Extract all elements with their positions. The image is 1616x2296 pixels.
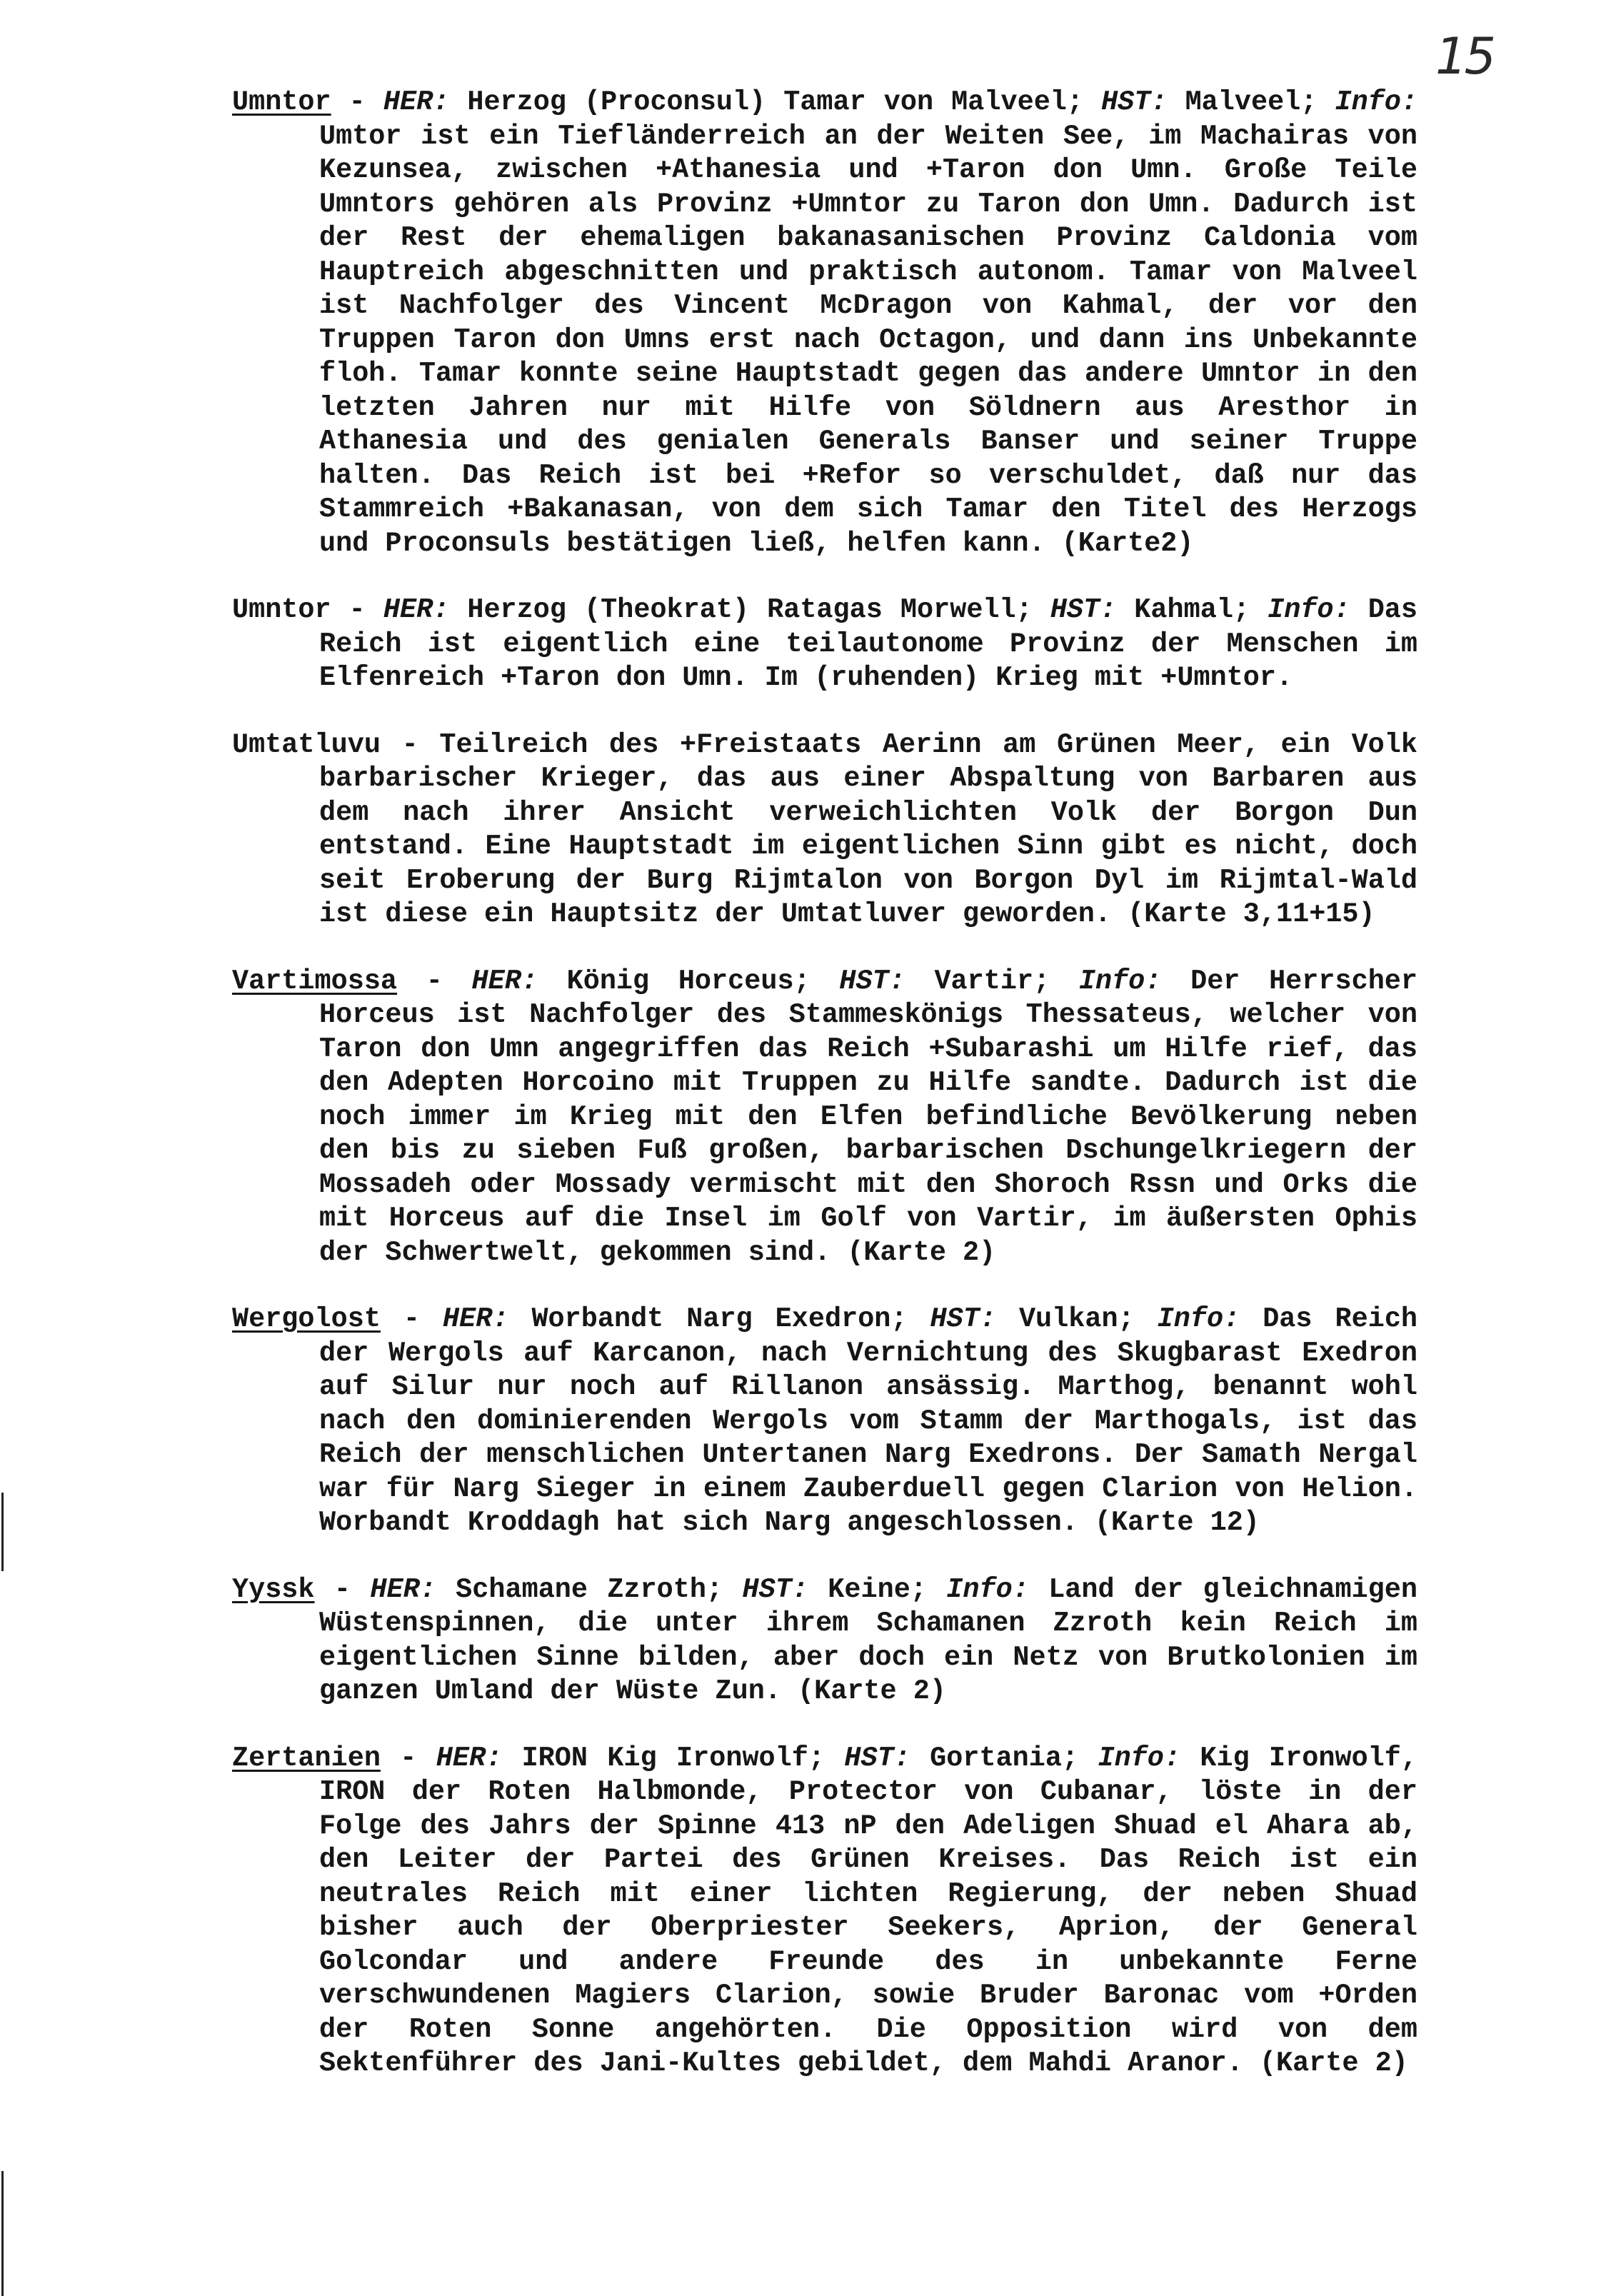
her-text: IRON Kig Ironwolf; <box>521 1742 825 1774</box>
info-text: Umtor ist ein Tiefländerreich an der Weiten See, im Machairas von Kezunsea, zwischen +Athanesia und +Taron don Umn. Große Teile Umntors gehören als Provinz +Umntor zu Taron don Umn. Dadurch ist der Rest der ehemaligen bakanasanischen Provinz Caldonia vom Hauptreich abgeschnitten und praktisch autonom. Tamar von Malveel ist Nachfolger des Vincent McDragon von Kahmal, der vor den Truppen Taron don Umns erst nach Octagon, und dann ins Unbekannte floh. Tamar konnte seine Hauptstadt gegen das andere Umntor in den letzten Jahren nur mit Hilfe von Söldnern aus Aresthor in Athanesia und des genialen Generals Banser und seiner Truppe halten. Das Reich ist bei +Refor so verschuldet, daß nur das Stammreich +Bakanasan, von dem sich Tamar den Titel des Herzogs und Proconsuls bestätigen ließ, helfen kann. (Karte2) <box>319 120 1417 559</box>
entry-umtatluvu: Umtatluvu - Teilreich des +Freistaats Aerinn am Grünen Meer, ein Volk barbarischer Krieger, das aus einer Abspaltung von Barbaren aus dem nach ihrer Ansicht verweichlichten Volk der Borgon Dun entstand. Eine Hauptstadt im eigentlichen Sinn gibt es nicht, doch seit Eroberung der Burg Rijmtalon von Borgon Dyl im Rijmtal-Wald ist diese ein Hauptsitz der Umtatluver geworden. (Karte 3,11+15) <box>232 728 1417 930</box>
entry-wergolost: Wergolost - HER: Worbandt Narg Exedron; HST: Vulkan; Info: Das Reich der Wergols auf Karcanon, nach Vernichtung des Skugbarast Exedron auf Silur nur noch auf Rillanon ansässig. Marthog, benannt wohl nach den dominierenden Wergols vom Stamm der Marthogals, ist das Reich der menschlichen Untertanen Narg Exedrons. Der Samath Nergal war für Narg Sieger in einem Zauberduell gegen Clarion von Helion. Worbandt Kroddagh hat sich Narg angeschlossen. (Karte 12) <box>232 1303 1418 1538</box>
hst-text: Vulkan; <box>1018 1303 1135 1335</box>
hst-text: Keine; <box>828 1573 927 1605</box>
entry-yyssk: Yyssk - HER: Schamane Zzroth; HST: Keine; Info: Land der gleichnamigen Wüstenspinnen, die unter ihrem Schamanen Zzroth kein Reich im eigentlichen Sinne bilden, aber doch ein Netz von Brutkolonien im ganzen Umland der Wüste Zun. (Karte 2) <box>232 1573 1417 1707</box>
her-text: Herzog (Proconsul) Tamar von Malveel; <box>467 86 1084 118</box>
info-text: Der Herrscher Horceus ist Nachfolger des Stammeskönigs Thessateus, welcher von Taron don Umn angegriffen das Reich +Subarashi um Hilfe rief, das den Adepten Horcoino mit Truppen zu Hilfe sandte. Dadurch ist die noch immer im Krieg mit den Elfen befindliche Bevölkerung neben den bis zu sieben Fuß großen, barbarischen Dschungelkriegern der Mossadeh oder Mossady vermischt mit den Shoroch Rssn und Orks die mit Horceus auf die Insel im Golf von Vartir, im äußersten Ophis der Schwertwelt, gekommen sind. (Karte 2) <box>319 965 1418 1268</box>
her-label: HER: <box>370 1573 436 1605</box>
hst-label: HST: <box>930 1303 996 1335</box>
info-label: Info: <box>1098 1742 1180 1774</box>
entry-term: Wergolost <box>232 1303 381 1335</box>
entry-term: Umntor <box>232 594 331 626</box>
entry-vartimossa: Vartimossa - HER: König Horceus; HST: Vartir; Info: Der Herrscher Horceus ist Nachfolger des Stammeskönigs Thessateus, welcher von Taron don Umn angegriffen das Reich +Subarashi um Hilfe rief, das den Adepten Horcoino mit Truppen zu Hilfe sandte. Dadurch ist die noch immer im Krieg mit den Elfen befindliche Bevölkerung neben den bis zu sieben Fuß großen, barbarischen Dschungelkriegern der Mossadeh oder Mossady vermischt mit den Shoroch Rssn und Orks die mit Horceus auf die Insel im Golf von Vartir, im äußersten Ophis der Schwertwelt, gekommen sind. (Karte 2) <box>232 965 1418 1268</box>
info-label: Info: <box>1078 965 1162 997</box>
info-label: Info: <box>1157 1303 1240 1335</box>
entry-text: Teilreich des +Freistaats Aerinn am Grünen Meer, ein Volk barbarischer Krieger, das aus einer Abspaltung von Barbaren aus dem nach ihrer Ansicht verweichlichten Volk der Borgon Dun entstand. Eine Hauptstadt im eigentlichen Sinn gibt es nicht, doch seit Eroberung der Burg Rijmtalon von Borgon Dyl im Rijmtal-Wald ist diese ein Hauptsitz der Umtatluver geworden. (Karte 3,11+15) <box>319 728 1417 930</box>
hst-label: HST: <box>844 1742 910 1774</box>
scan-edge-mark <box>1 1493 4 1571</box>
entry-term: Umntor <box>232 86 331 118</box>
entry-list <box>232 86 1417 2114</box>
her-label: HER: <box>383 86 450 118</box>
her-text: Worbandt Narg Exedron; <box>531 1303 908 1335</box>
hst-label: HST: <box>742 1573 808 1605</box>
scan-edge-mark <box>1 2171 4 2296</box>
info-label: Info: <box>1335 86 1417 118</box>
entry-term: Yyssk <box>232 1573 315 1605</box>
entry-umntor-malveel: Umntor - HER: Herzog (Proconsul) Tamar von Malveel; HST: Malveel; Info: Umtor ist ein Tiefländerreich an der Weiten See, im Machairas von Kezunsea, zwischen +Athanesia und +Taron don Umn. Große Teile Umntors gehören als Provinz +Umntor zu Taron don Umn. Dadurch ist der Rest der ehemaligen bakanasanischen Provinz Caldonia vom Hauptreich abgeschnitten und praktisch autonom. Tamar von Malveel ist Nachfolger des Vincent McDragon von Kahmal, der vor den Truppen Taron don Umns erst nach Octagon, und dann ins Unbekannte floh. Tamar konnte seine Hauptstadt gegen das andere Umntor in den letzten Jahren nur mit Hilfe von Söldnern aus Aresthor in Athanesia und des genialen Generals Banser und seiner Truppe halten. Das Reich ist bei +Refor so verschuldet, daß nur das Stammreich +Bakanasan, von dem sich Tamar den Titel des Herzogs und Proconsuls bestätigen ließ, helfen kann. (Karte2) <box>232 86 1417 559</box>
her-label: HER: <box>471 965 538 997</box>
her-text: Herzog (Theokrat) Ratagas Morwell; <box>467 594 1033 626</box>
hst-label: HST: <box>839 965 905 997</box>
entry-zertanien: Zertanien - HER: IRON Kig Ironwolf; HST: Gortania; Info: Kig Ironwolf, IRON der Roten Halbmonde, Protector von Cubanar, löste in der Folge des Jahrs der Spinne 413 nP den Adeligen Shuad el Ahara ab, den Leiter der Partei des Grünen Kreises. Das Reich ist ein neutrales Reich mit einer lichten Regierung, der neben Shuad bisher auch der Oberpriester Seekers, Aprion, der General Golcondar und andere Freunde des in unbekannte Ferne verschwundenen Magiers Clarion, sowie Bruder Baronac vom +Orden der Roten Sonne angehörten. Die Opposition wird von dem Sektenführer des Jani-Kultes gebildet, dem Mahdi Aranor. (Karte 2) <box>232 1742 1417 2079</box>
her-text: König Horceus; <box>566 965 810 997</box>
hst-label: HST: <box>1101 86 1168 118</box>
info-text: Kig Ironwolf, IRON der Roten Halbmonde, Protector von Cubanar, löste in der Folge des Jahrs der Spinne 413 nP den Adeligen Shuad el Ahara ab, den Leiter der Partei des Grünen Kreises. Das Reich ist ein neutrales Reich mit einer lichten Regierung, der neben Shuad bisher auch der Oberpriester Seekers, Aprion, der General Golcondar und andere Freunde des in unbekannte Ferne verschwundenen Magiers Clarion, sowie Bruder Baronac vom +Orden der Roten Sonne angehörten. Die Opposition wird von dem Sektenführer des Jani-Kultes gebildet, dem Mahdi Aranor. (Karte 2) <box>319 1742 1417 2079</box>
her-label: HER: <box>436 1742 503 1774</box>
hst-label: HST: <box>1050 594 1117 626</box>
hst-text: Malveel; <box>1185 86 1318 118</box>
info-text: Land der gleichnamigen Wüstenspinnen, die unter ihrem Schamanen Zzroth kein Reich im eigentlichen Sinne bilden, aber doch ein Netz von Brutkolonien im ganzen Umland der Wüste Zun. (Karte 2) <box>319 1573 1417 1707</box>
info-text: Das Reich der Wergols auf Karcanon, nach Vernichtung des Skugbarast Exedron auf Silur nur noch auf Rillanon ansässig. Marthog, benannt wohl nach den dominierenden Wergols vom Stamm der Marthogals, ist das Reich der menschlichen Untertanen Narg Exedrons. Der Samath Nergal war für Narg Sieger in einem Zauberduell gegen Clarion von Helion. Worbandt Kroddagh hat sich Narg angeschlossen. (Karte 12) <box>319 1303 1418 1538</box>
entry-umntor-kahmal: Umntor - HER: Herzog (Theokrat) Ratagas Morwell; HST: Kahmal; Info: Das Reich ist eigentlich eine teilautonome Provinz der Menschen im Elfenreich +Taron don Umn. Im (ruhenden) Krieg mit +Umntor. <box>232 594 1417 693</box>
entry-term: Umtatluvu <box>232 728 381 761</box>
info-label: Info: <box>1268 594 1350 626</box>
entry-term: Zertanien <box>232 1742 381 1774</box>
her-label: HER: <box>443 1303 509 1335</box>
hst-text: Kahmal; <box>1134 594 1250 626</box>
her-label: HER: <box>383 594 450 626</box>
her-text: Schamane Zzroth; <box>456 1573 723 1605</box>
hst-text: Vartir; <box>934 965 1050 997</box>
page-number: 15 <box>1435 27 1494 86</box>
info-label: Info: <box>946 1573 1029 1605</box>
info-text: Das Reich ist eigentlich eine teilautonome Provinz der Menschen im Elfenreich +Taron don Umn. Im (ruhenden) Krieg mit +Umntor. <box>319 594 1417 693</box>
entry-term: Vartimossa <box>232 965 398 997</box>
hst-text: Gortania; <box>930 1742 1079 1774</box>
